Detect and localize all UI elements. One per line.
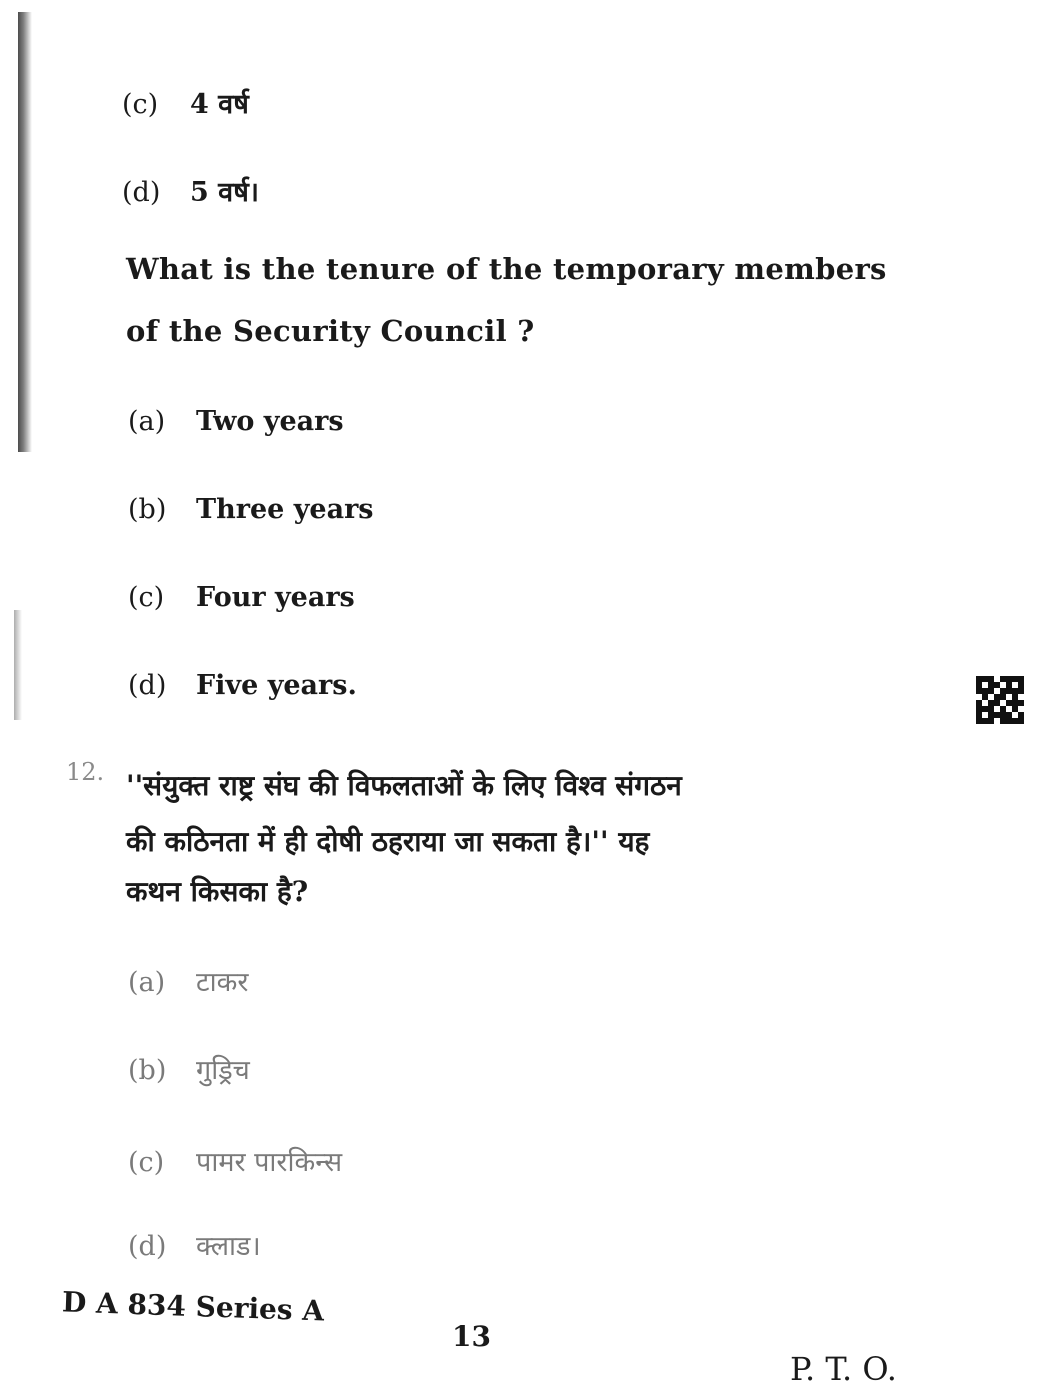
question-11-text-line2: of the Security Council ?	[126, 314, 535, 348]
qr-code-icon	[976, 676, 1024, 724]
option-text: 5 वर्ष।	[190, 177, 260, 208]
scan-edge-mark	[14, 610, 22, 720]
option-label: (a)	[128, 967, 166, 998]
question-12-text-line3: कथन किसका है?	[126, 875, 309, 908]
option-label: (b)	[128, 494, 167, 525]
question-12-number: 12.	[66, 758, 105, 786]
option-label: (c)	[128, 582, 165, 613]
question-12-option-d	[128, 1226, 261, 1263]
option-text: Five years.	[196, 670, 357, 701]
question-11-option-a	[128, 406, 344, 437]
prev-option-d	[122, 172, 259, 209]
option-label: (b)	[128, 1055, 167, 1086]
option-label: (c)	[122, 89, 159, 120]
option-text: Two years	[196, 406, 344, 437]
question-11-text-line1: What is the tenure of the temporary members	[126, 252, 887, 286]
option-text: गुड्रिच	[196, 1055, 250, 1086]
option-text: पामर पारकिन्स	[196, 1147, 343, 1178]
question-11-option-b	[128, 494, 374, 525]
option-label: (c)	[128, 1147, 165, 1178]
question-12-text-line2: की कठिनता में ही दोषी ठहराया जा सकता है।'' यह	[126, 825, 650, 858]
footer-series-code: D A 834 Series A	[61, 1285, 325, 1328]
option-text: क्लाड।	[196, 1231, 261, 1262]
scan-edge-shadow	[18, 12, 32, 452]
option-text: 4 वर्ष	[190, 89, 249, 120]
page-number: 13	[452, 1320, 491, 1353]
prev-option-c	[122, 84, 249, 121]
question-12-option-c	[128, 1142, 342, 1179]
question-11-option-d	[128, 670, 357, 701]
option-label: (a)	[128, 406, 166, 437]
please-turn-over: P. T. O.	[790, 1350, 897, 1388]
option-text: Three years	[196, 494, 374, 525]
option-text: Four years	[196, 582, 355, 613]
option-label: (d)	[128, 1231, 167, 1262]
question-11-option-c	[128, 582, 355, 613]
question-12-option-b	[128, 1050, 250, 1087]
option-label: (d)	[128, 670, 167, 701]
option-text: टाकर	[196, 967, 249, 998]
question-12-text-line1: ''संयुक्त राष्ट्र संघ की विफलताओं के लिए विश्व संगठन	[126, 769, 682, 802]
question-12-option-a	[128, 962, 248, 999]
option-label: (d)	[122, 177, 161, 208]
